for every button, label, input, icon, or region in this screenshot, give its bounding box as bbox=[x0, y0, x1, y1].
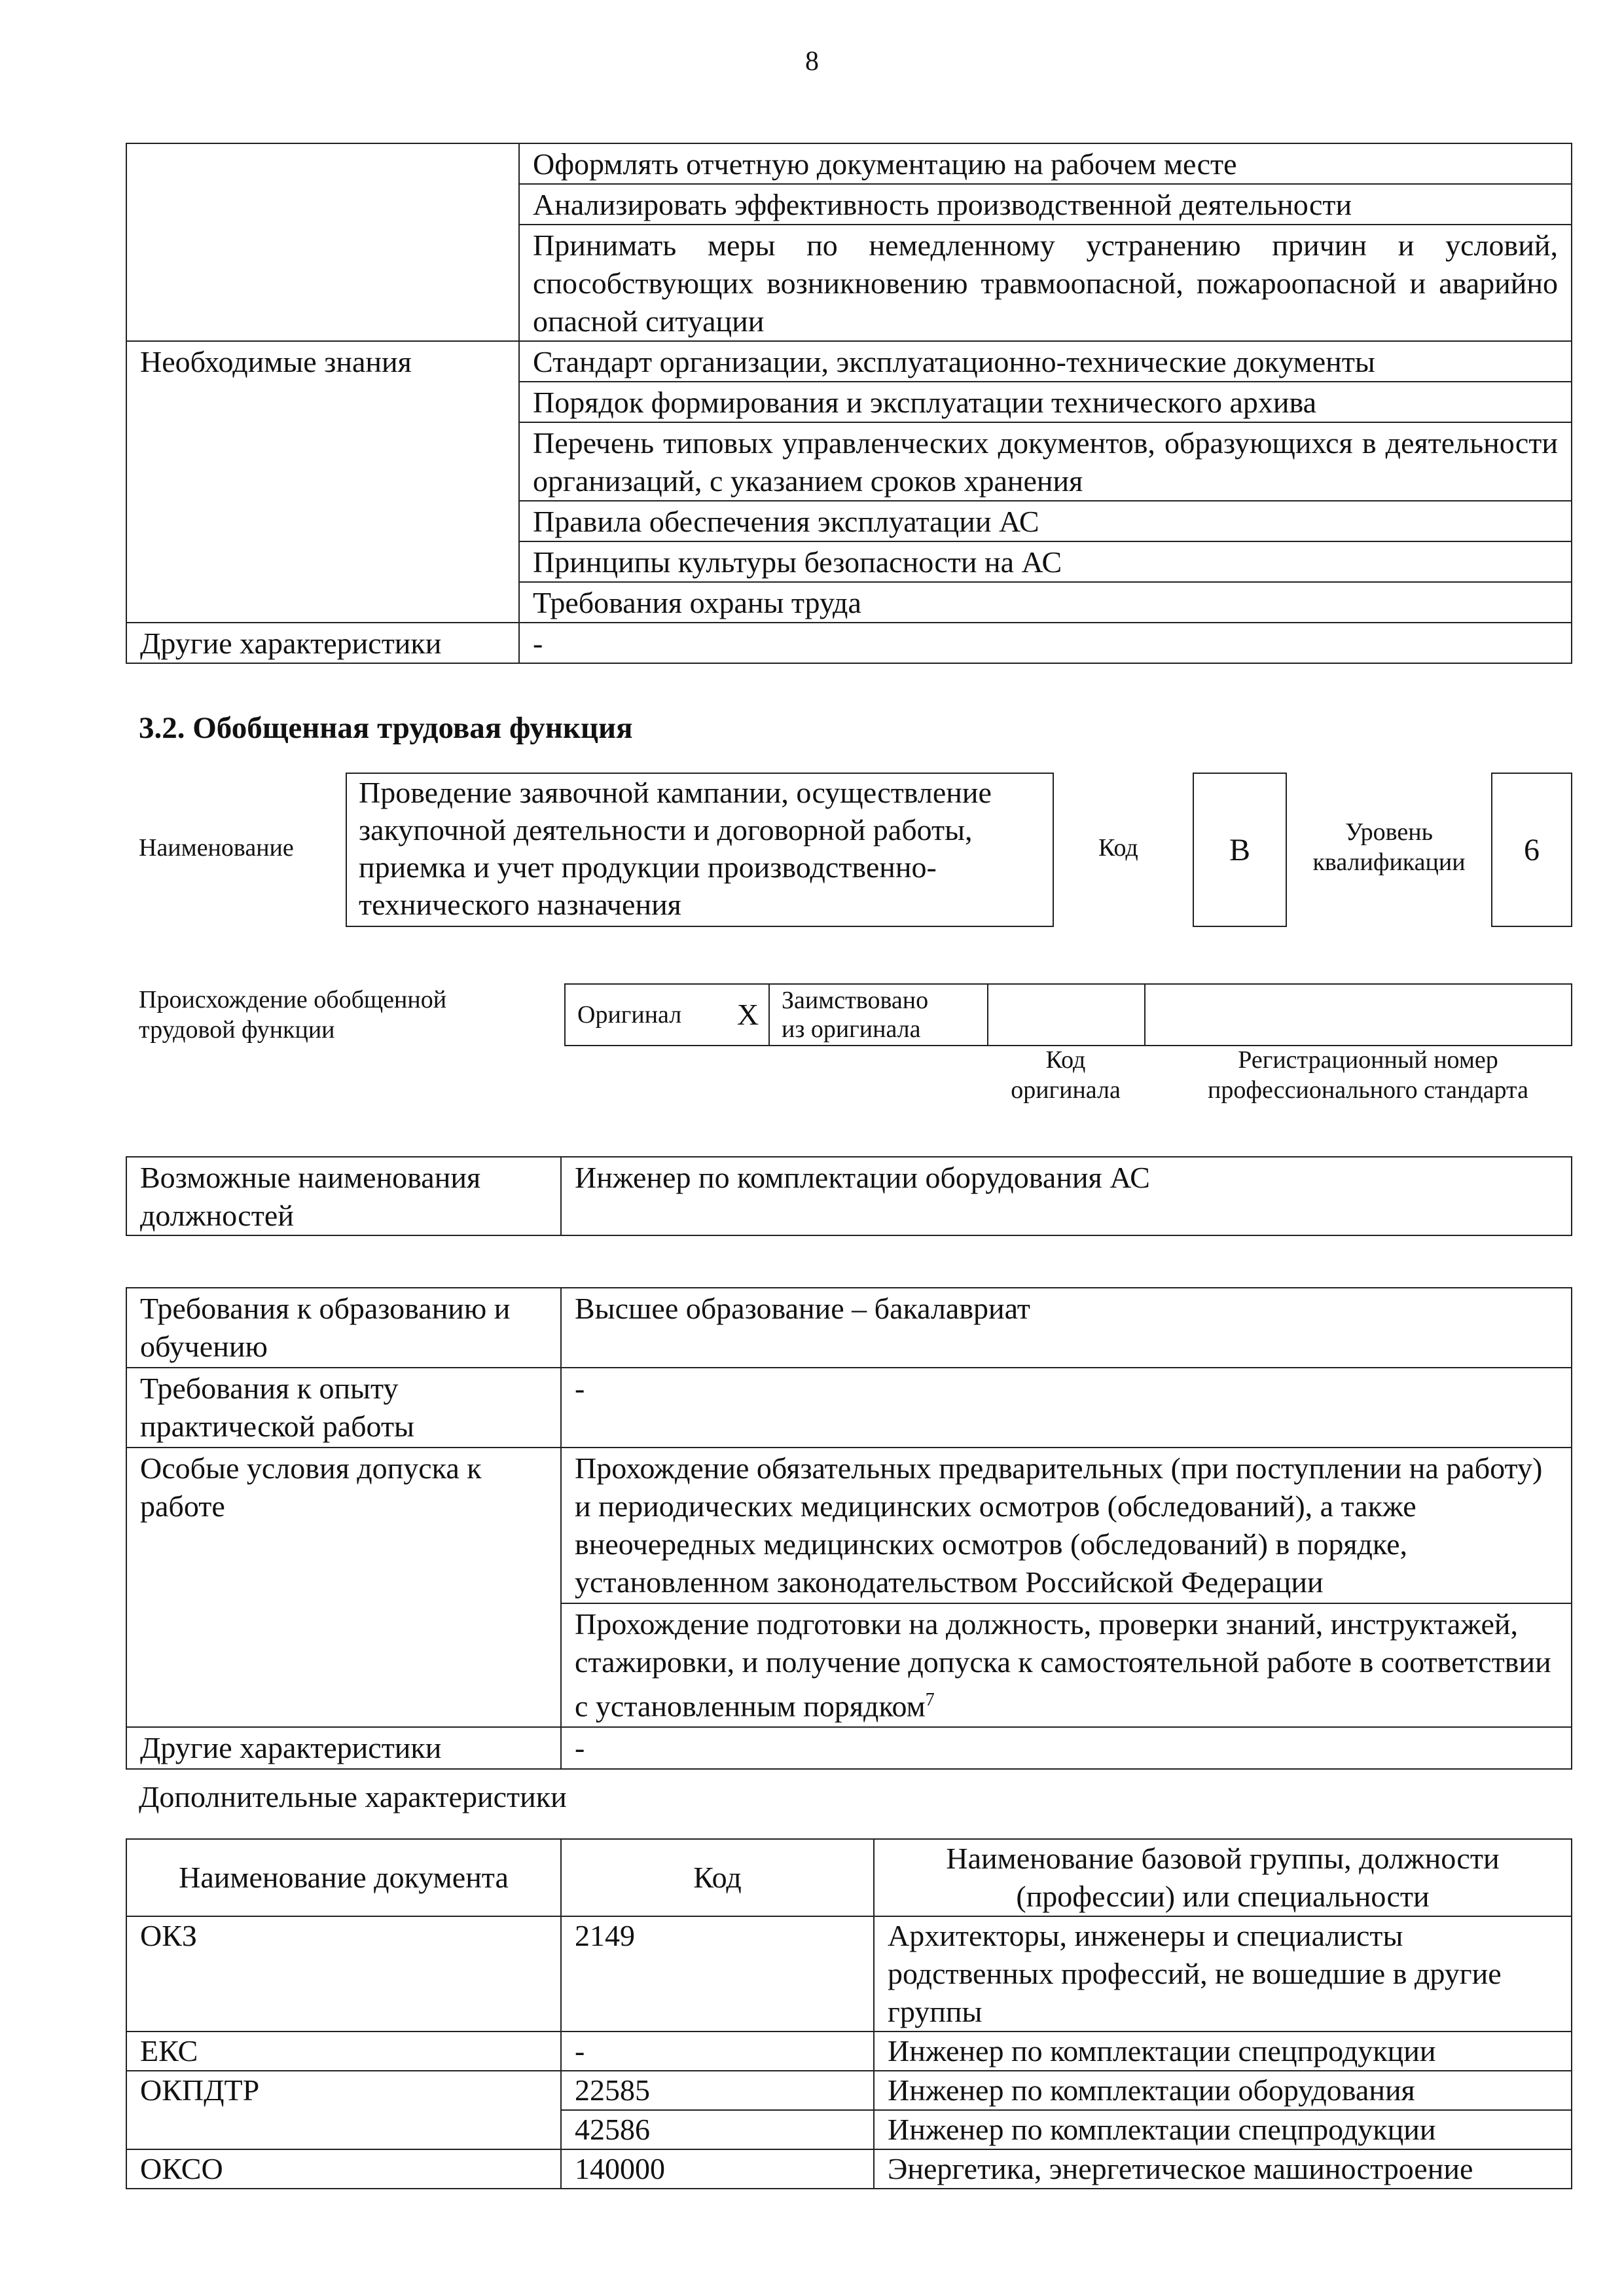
row-code: 2149 bbox=[561, 1916, 874, 2032]
special-conditions-label: Особые условия допуска к работе bbox=[126, 1448, 561, 1727]
origin-borrowed bbox=[769, 984, 988, 1046]
otf-name-label: Наименование bbox=[139, 834, 294, 862]
row-code: 140000 bbox=[561, 2149, 874, 2189]
row-doc: ОКПДТР bbox=[126, 2071, 561, 2149]
knowledge-item: Требования охраны труда bbox=[519, 582, 1572, 623]
otf-level-label-line1: Уровень bbox=[1345, 818, 1433, 846]
row-name: Инженер по комплектации оборудования bbox=[874, 2071, 1572, 2110]
knowledge-item: Принципы культуры безопасности на АС bbox=[519, 541, 1572, 582]
origin-borrowed-line2: из оригинала bbox=[782, 1015, 921, 1043]
table-row bbox=[126, 1916, 1572, 2032]
row-doc: ОКСО bbox=[126, 2149, 561, 2189]
skills-knowledge-table bbox=[126, 143, 1572, 664]
other-characteristics-value: - bbox=[519, 623, 1572, 663]
section-title: 3.2. Обобщенная трудовая функция bbox=[139, 711, 633, 745]
row-name: Инженер по комплектации спецпродукции bbox=[874, 2110, 1572, 2149]
additional-title: Дополнительные характеристики bbox=[139, 1780, 567, 1813]
otf-code-box: B bbox=[1193, 773, 1287, 927]
positions-label: Возможные наименования должностей bbox=[126, 1157, 561, 1235]
experience-value: - bbox=[561, 1368, 1572, 1448]
otf-level-label bbox=[1297, 817, 1481, 877]
knowledge-item: Перечень типовых управленческих документов, образующихся в деятельности организаций, с указанием сроков хранения bbox=[519, 422, 1572, 501]
skills-label-cell bbox=[126, 143, 519, 341]
row-code: 22585 bbox=[561, 2071, 874, 2110]
page-number: 8 bbox=[805, 46, 819, 77]
origin-code-caption-line2: оригинала bbox=[1011, 1076, 1121, 1104]
positions-table bbox=[126, 1156, 1572, 1236]
origin-mark: X bbox=[727, 984, 769, 1046]
other-characteristics-label: Другие характеристики bbox=[126, 623, 519, 663]
origin-code-caption-line1: Код bbox=[1045, 1046, 1086, 1074]
otf-level-box: 6 bbox=[1491, 773, 1572, 927]
knowledge-item: Правила обеспечения эксплуатации АС bbox=[519, 501, 1572, 541]
row-code: - bbox=[561, 2032, 874, 2071]
row-name: Архитекторы, инженеры и специалисты родственных профессий, не вошедшие в другие группы bbox=[874, 1916, 1572, 2032]
knowledge-item: Стандарт организации, эксплуатационно-технические документы bbox=[519, 341, 1572, 382]
table-row bbox=[126, 2071, 1572, 2110]
origin-label-line1: Происхождение обобщенной bbox=[139, 986, 447, 1013]
positions-value: Инженер по комплектации оборудования АС bbox=[561, 1157, 1572, 1235]
experience-label: Требования к опыту практической работы bbox=[126, 1368, 561, 1448]
otf-code-label: Код bbox=[1098, 834, 1138, 862]
otf-name-box: Проведение заявочной кампании, осуществление закупочной деятельности и договорной работы, приемка и учет продукции производственно-технического назначения bbox=[346, 773, 1054, 927]
skill-item: Анализировать эффективность производственной деятельности bbox=[519, 184, 1572, 225]
education-value: Высшее образование – бакалавриат bbox=[561, 1288, 1572, 1368]
special-conditions-value-1: Прохождение обязательных предварительных (при поступлении на работу) и периодических медицинских осмотров (обследований), а также внеочередных медицинских осмотров (обследований) в порядке, установленном законодательством Российской Федерации bbox=[561, 1448, 1572, 1603]
education-label: Требования к образованию и обучению bbox=[126, 1288, 561, 1368]
table-row bbox=[126, 2032, 1572, 2071]
origin-reg-caption-line2: профессионального стандарта bbox=[1208, 1076, 1528, 1104]
footnote-ref: 7 bbox=[925, 1690, 935, 1710]
row-doc: ОКЗ bbox=[126, 1916, 561, 2032]
origin-reg-cell bbox=[1145, 984, 1572, 1046]
origin-code-caption bbox=[987, 1045, 1144, 1105]
origin-label bbox=[139, 985, 446, 1045]
header-name: Наименование базовой группы, должности (профессии) или специальности bbox=[874, 1839, 1572, 1916]
row-doc: ЕКС bbox=[126, 2032, 561, 2071]
origin-original: Оригинал bbox=[565, 984, 727, 1046]
origin-code-cell bbox=[988, 984, 1145, 1046]
req-other-value: - bbox=[561, 1727, 1572, 1769]
special-conditions-text-2: Прохождение подготовки на должность, проверки знаний, инструктажей, стажировки, и получение допуска к самостоятельной работе в соответствии с установленным порядком bbox=[575, 1607, 1551, 1723]
otf-level-label-line2: квалификации bbox=[1312, 848, 1466, 876]
row-name: Инженер по комплектации спецпродукции bbox=[874, 2032, 1572, 2071]
row-name: Энергетика, энергетическое машиностроение bbox=[874, 2149, 1572, 2189]
knowledge-label: Необходимые знания bbox=[126, 341, 519, 623]
knowledge-item: Порядок формирования и эксплуатации технического архива bbox=[519, 382, 1572, 422]
special-conditions-value-2 bbox=[561, 1603, 1572, 1727]
row-code: 42586 bbox=[561, 2110, 874, 2149]
requirements-table bbox=[126, 1287, 1572, 1770]
additional-table bbox=[126, 1838, 1572, 2189]
origin-borrowed-line1: Заимствовано bbox=[782, 987, 929, 1014]
table-row bbox=[126, 2149, 1572, 2189]
skill-item: Оформлять отчетную документацию на рабочем месте bbox=[519, 143, 1572, 184]
origin-reg-caption bbox=[1159, 1045, 1578, 1105]
skill-item: Принимать меры по немедленному устранению причин и условий, способствующих возникновению травмоопасной, пожароопасной и аварийно опасной ситуации bbox=[519, 225, 1572, 341]
origin-label-line2: трудовой функции bbox=[139, 1016, 335, 1044]
header-code: Код bbox=[561, 1839, 874, 1916]
req-other-label: Другие характеристики bbox=[126, 1727, 561, 1769]
origin-table bbox=[564, 983, 1572, 1046]
origin-reg-caption-line1: Регистрационный номер bbox=[1238, 1046, 1498, 1074]
header-document: Наименование документа bbox=[126, 1839, 561, 1916]
